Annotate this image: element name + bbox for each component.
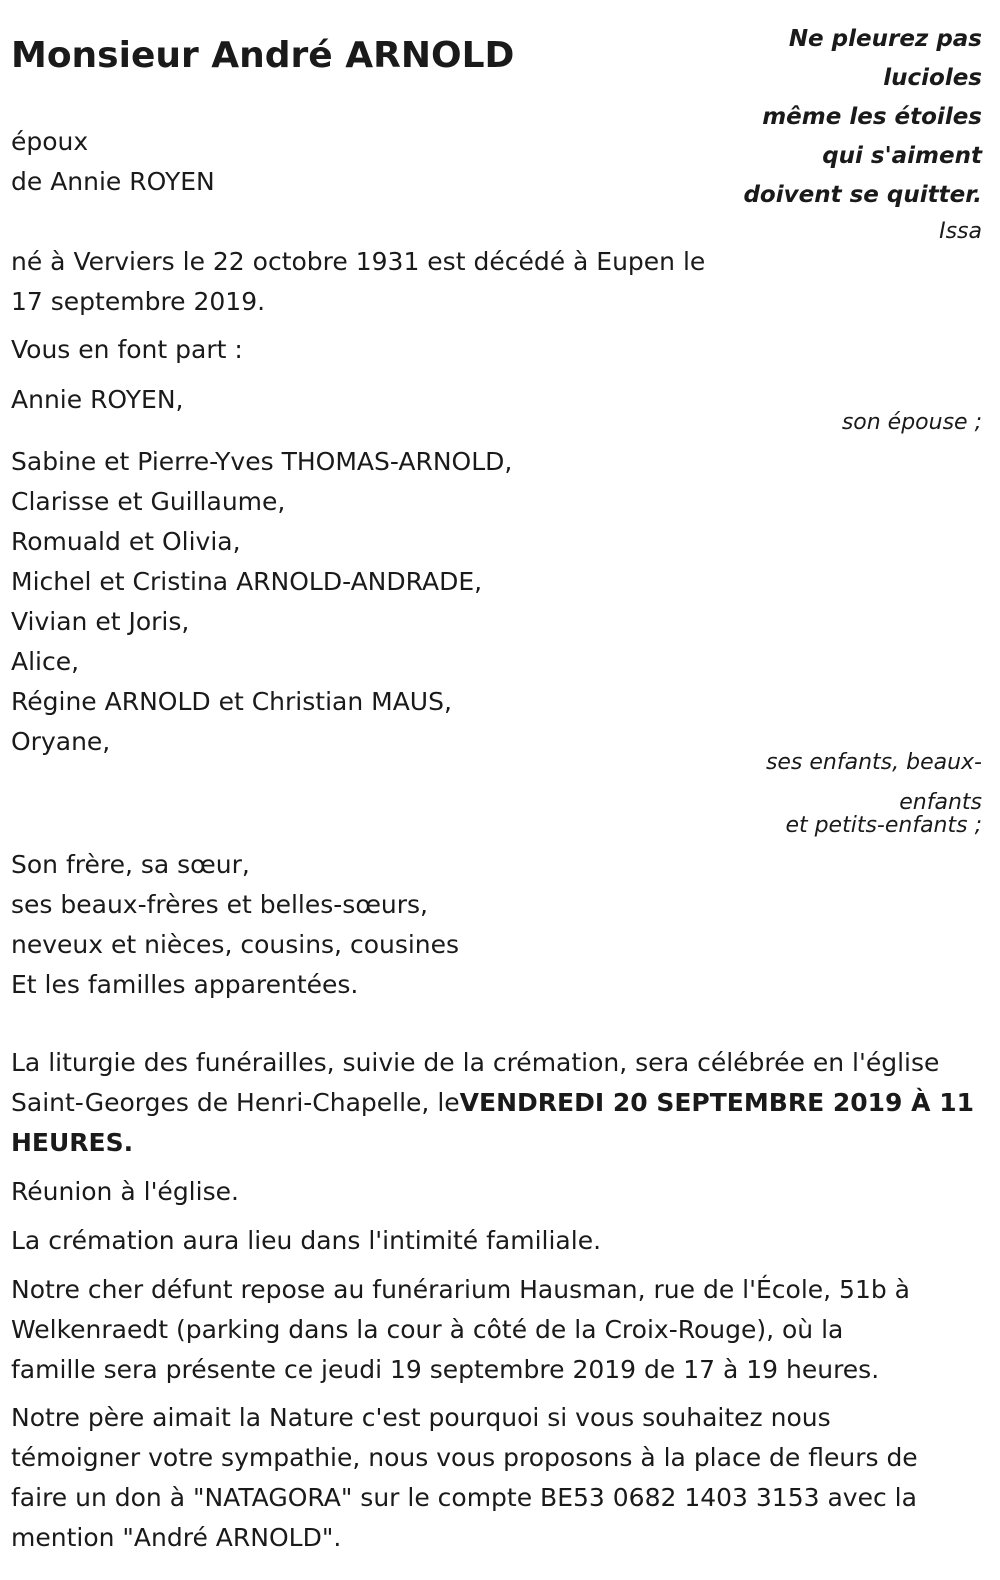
children-line: Michel et Cristina ARNOLD-ANDRADE,: [11, 567, 483, 596]
children-role-line: ses enfants, beaux-: [765, 750, 982, 775]
funeral-date: VENDREDI 20 SEPTEMBRE 2019 À 11: [459, 1088, 974, 1117]
funeral-location: Saint-Georges de Henri-Chapelle, le: [11, 1088, 460, 1117]
donation-line: mention "André ARNOLD".: [11, 1523, 342, 1552]
wife-name: Annie ROYEN,: [11, 385, 184, 414]
funeral-time: HEURES.: [11, 1128, 134, 1157]
reunion-text: Réunion à l'église.: [11, 1177, 239, 1206]
poem-author: Issa: [939, 219, 982, 244]
family-line: Son frère, sa sœur,: [11, 850, 250, 879]
spouse-line: de Annie ROYEN: [11, 167, 215, 196]
children-line: Régine ARNOLD et Christian MAUS,: [11, 687, 452, 716]
funeral-line: [11, 1083, 974, 1123]
children-role-line: enfants: [899, 790, 982, 815]
donation-line: faire un don à "NATAGORA" sur le compte BE53 0682 1403 3153 avec la: [11, 1483, 917, 1512]
children-line: Vivian et Joris,: [11, 607, 190, 636]
wife-role: son épouse ;: [841, 410, 982, 435]
family-line: neveux et nièces, cousins, cousines: [11, 930, 460, 959]
family-line: ses beaux-frères et belles-sœurs,: [11, 890, 428, 919]
poem-line: lucioles: [883, 65, 982, 91]
children-line: Sabine et Pierre-Yves THOMAS-ARNOLD,: [11, 447, 513, 476]
poem-quote: [743, 20, 982, 249]
announcement-text: Vous en font part :: [11, 335, 243, 364]
poem-line: doivent se quitter.: [743, 182, 982, 208]
repose-line: famille sera présente ce jeudi 19 septembre 2019 de 17 à 19 heures.: [11, 1355, 880, 1384]
family-line: Et les familles apparentées.: [11, 970, 359, 999]
poem-line: Ne pleurez pas: [788, 26, 982, 52]
children-line: Alice,: [11, 647, 80, 676]
children-line: Clarisse et Guillaume,: [11, 487, 286, 516]
poem-line: même les étoiles: [762, 104, 982, 130]
repose-line: Welkenraedt (parking dans la cour à côté de la Croix-Rouge), où la: [11, 1315, 844, 1344]
poem-line: qui s'aiment: [822, 143, 982, 169]
children-line: Romuald et Olivia,: [11, 527, 241, 556]
birth-death-line: 17 septembre 2019.: [11, 287, 266, 316]
repose-line: Notre cher défunt repose au funérarium Hausman, rue de l'École, 51b à: [11, 1275, 910, 1304]
children-role-line: et petits-enfants ;: [785, 813, 982, 838]
donation-line: Notre père aimait la Nature c'est pourquoi si vous souhaitez nous: [11, 1403, 831, 1432]
cremation-text: La crémation aura lieu dans l'intimité familiale.: [11, 1226, 602, 1255]
birth-death-line: né à Verviers le 22 octobre 1931 est décédé à Eupen le: [11, 247, 706, 276]
deceased-name-title: Monsieur André ARNOLD: [11, 35, 515, 76]
funeral-line: La liturgie des funérailles, suivie de la crémation, sera célébrée en l'église: [11, 1048, 940, 1077]
donation-line: témoigner votre sympathie, nous vous proposons à la place de fleurs de: [11, 1443, 918, 1472]
children-line: Oryane,: [11, 727, 111, 756]
spouse-line: époux: [11, 127, 89, 156]
